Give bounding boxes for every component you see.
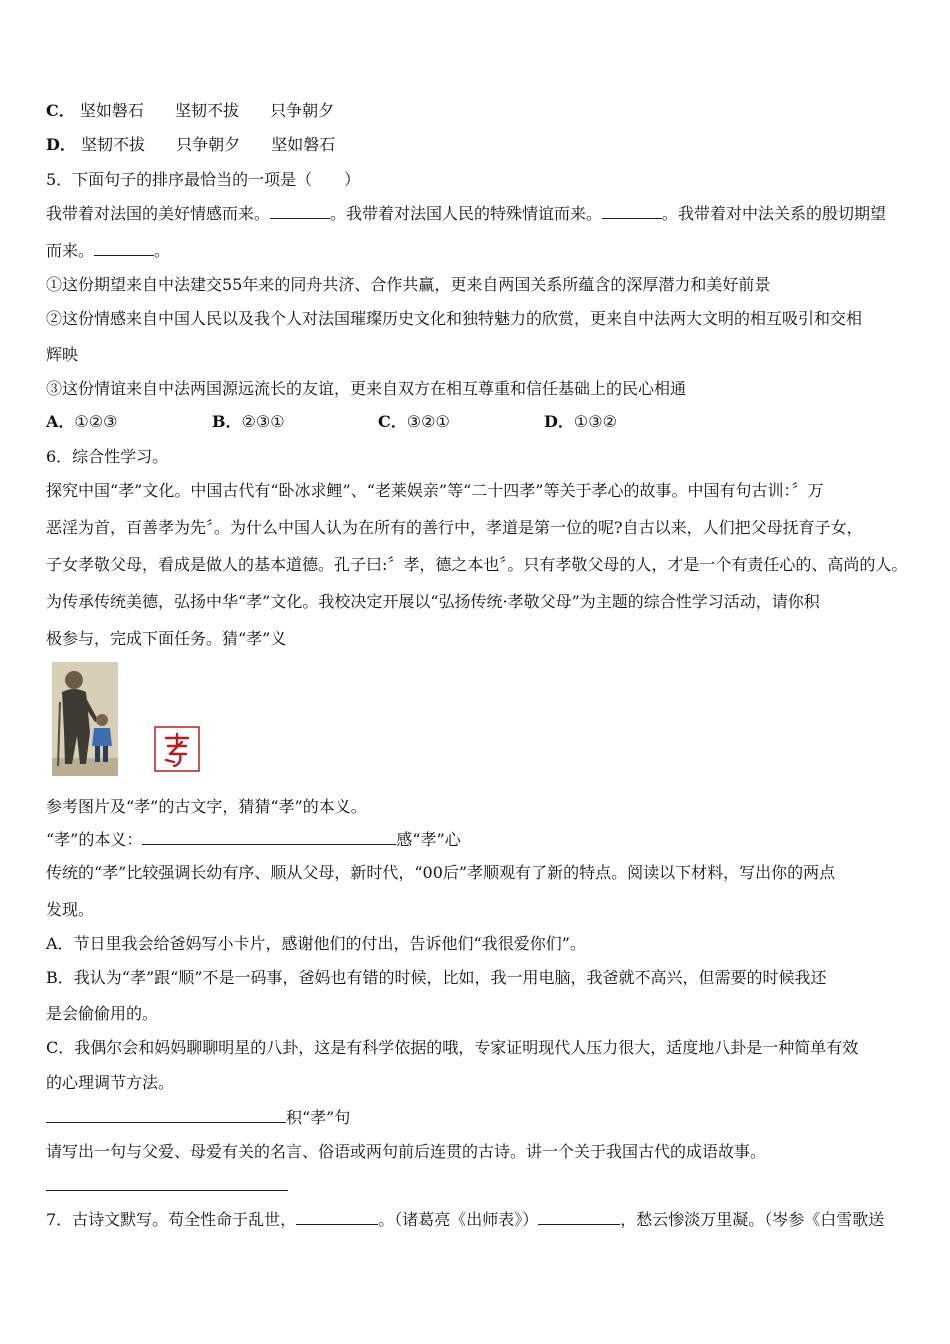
q6-material-b-2: 是会偷偷用的。 <box>46 1004 159 1023</box>
q5-option-d[interactable]: D．①③② <box>544 412 617 431</box>
q4-option-c-item-1: 坚如磐石 <box>79 101 144 120</box>
q5-passage-text-2: 。我带着对法国人民的特殊情谊而来。 <box>330 204 603 223</box>
q6-material-b-1: B．我认为“孝”跟“顺”不是一码事，爸妈也有错的时候，比如，我一用电脑，我爸就不高兴，但需要的时候我还 <box>46 968 827 987</box>
seal-script-xiao <box>152 724 202 774</box>
q6-discovery-blank[interactable] <box>46 1107 286 1123</box>
q5-option-a[interactable]: A．①②③ <box>46 412 118 431</box>
q6-answer-line <box>46 1175 288 1197</box>
q6-material-c-2: 的心理调节方法。 <box>46 1073 175 1092</box>
q6-feel-label: 感“孝”心 <box>396 830 461 849</box>
q6-intro-line-3: 子女孝敬父母，看成是做人的基本道德。孔子曰:〞孝，德之本也〞。只有孝敬父母的人，才是一个有责任心的、高尚的人。 <box>46 555 908 574</box>
q4-option-d-label: D． <box>46 135 76 154</box>
q6-task: 请写出一句与父爱、母爱有关的名言、俗语或两句前后连贯的古诗。讲一个关于我国古代的成语故事。 <box>46 1142 767 1161</box>
q5-options <box>46 411 617 433</box>
q5-stem: 5．下面句子的排序最恰当的一项是（ ） <box>46 170 361 189</box>
q6-material-intro-2: 发现。 <box>46 900 95 919</box>
q5-blank-3[interactable] <box>94 240 154 256</box>
q4-option-c-item-2: 坚韧不拔 <box>174 101 239 120</box>
q6-accumulate-label: 积“孝”句 <box>286 1108 351 1127</box>
elder-and-child-illustration <box>52 662 118 776</box>
q4-option-d-item-2: 只争朝夕 <box>176 135 241 154</box>
q6-material-intro-1: 传统的“孝”比较强调长幼有序、顺从父母，新时代，“00后”孝顺观有了新的特点。阅读以下材料，写出你的两点 <box>46 863 836 882</box>
q6-title: 6．综合性学习。 <box>46 447 169 466</box>
q5-passage-line-2 <box>46 240 170 262</box>
q6-meaning-label: “孝”的本义： <box>46 830 143 849</box>
q6-intro-line-4: 为传承传统美德，弘扬中华“孝”文化。我校决定开展以“弘扬传统·孝敬父母”为主题的综合性学习活动，请你积 <box>46 592 820 611</box>
q5-passage-text-5: 。 <box>154 241 171 260</box>
q6-reference-prompt: 参考图片及“孝”的古文字，猜猜“孝”的本义。 <box>46 797 367 816</box>
q6-meaning-blank[interactable] <box>142 829 396 845</box>
q5-option-b[interactable]: B．②③① <box>212 412 285 431</box>
q5-blank-1[interactable] <box>270 203 330 219</box>
q5-passage-text-1: 我带着对法国的美好情感而来。 <box>46 204 271 223</box>
q4-option-d <box>46 134 355 156</box>
q4-option-c-item-3: 只争朝夕 <box>270 101 335 120</box>
q7-text-2: 。（诸葛亮《出师表》） <box>378 1210 539 1229</box>
q5-option-c[interactable]: C．③②① <box>378 412 450 431</box>
q4-option-d-item-1: 坚韧不拔 <box>80 135 145 154</box>
seal-glyph-text <box>152 724 153 725</box>
q5-sentence-2a: ②这份情感来自中国人民以及我个人对法国璀璨历史文化和独特魅力的欣赏，更来自中法两大文明的相互吸引和交相 <box>46 309 863 328</box>
q5-sentence-3: ③这份情谊来自中法两国源远流长的友谊，更来自双方在相互尊重和信任基础上的民心相通 <box>46 379 687 398</box>
q6-material-a: A．节日里我会给爸妈写小卡片，感谢他们的付出，告诉他们“我很爱你们”。 <box>46 934 586 953</box>
seal-frame-icon <box>152 724 202 774</box>
q6-material-c-1: C．我偶尔会和妈妈聊聊明星的八卦，这是有科学依据的哦，专家证明现代人压力很大，适度地八卦是一种简单有效 <box>46 1038 859 1057</box>
q7-blank-2[interactable] <box>538 1209 620 1225</box>
q5-passage-text-4: 而来。 <box>46 241 95 260</box>
q7-text-1: 7．古诗文默写。苟全性命于乱世， <box>46 1210 297 1229</box>
q5-passage-text-3: 。我带着对中法关系的殷切期望 <box>662 204 887 223</box>
q5-passage-line-1 <box>46 203 886 225</box>
q7-blank-1[interactable] <box>296 1209 378 1225</box>
q4-option-c-label: C． <box>46 101 75 120</box>
q5-sentence-2b: 辉映 <box>46 345 79 364</box>
q6-meaning-line <box>46 829 461 851</box>
q6-intro-line-1: 探究中国“孝”文化。中国古代有“卧冰求鲤”、“老莱娱亲”等“二十四孝”等关于孝心的故事。中国有句古训：〞万 <box>46 481 824 500</box>
q4-option-c <box>46 100 354 122</box>
q6-accumulate-line <box>46 1107 350 1129</box>
q5-blank-2[interactable] <box>602 203 662 219</box>
q5-sentence-1: ①这份期望来自中法建交55年来的同舟共济、合作共赢，更来自两国关系所蕴含的深厚潜力和美好前景 <box>46 275 771 294</box>
q6-answer-blank[interactable] <box>46 1175 288 1191</box>
q7-text-3: ，愁云惨淡万里凝。（岑参《白雪歌送 <box>620 1210 885 1229</box>
q6-intro-line-2: 恶淫为首，百善孝为先〞。为什么中国人认为在所有的善行中，孝道是第一位的呢?自古以来，人们把父母抚育子女， <box>46 518 863 537</box>
q4-option-d-item-3: 坚如磐石 <box>271 135 336 154</box>
q6-intro-line-5: 极参与，完成下面任务。猜“孝”义 <box>46 629 287 648</box>
q7-line-1 <box>46 1209 884 1231</box>
